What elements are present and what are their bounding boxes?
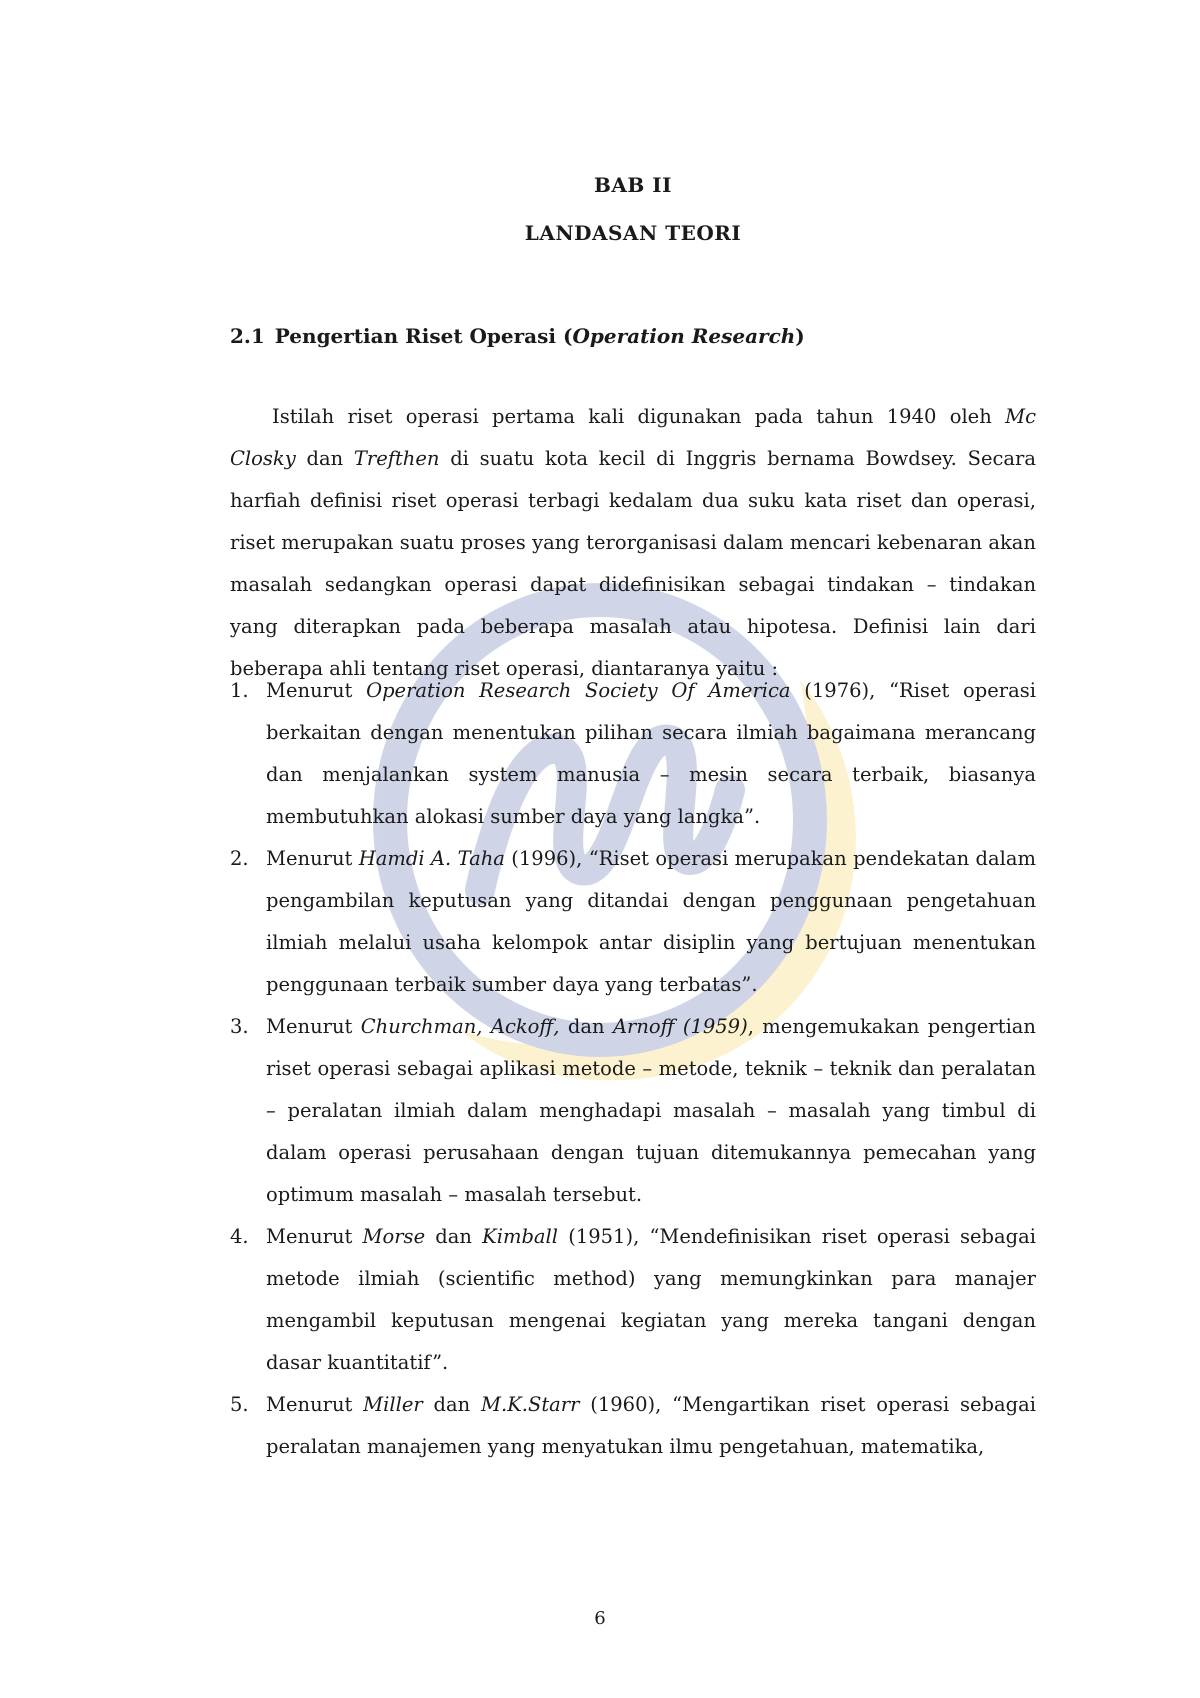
list-item	[230, 670, 1036, 838]
list-marker: 2.	[230, 847, 249, 870]
list-text: Menurut	[266, 679, 367, 702]
list-item	[230, 1006, 1036, 1216]
list-text: (1951), “Mendefinisikan riset operasi sebagai metode ilmiah (scientific method) yang memungkinkan para manajer mengambil keputusan mengenai kegiatan yang mereka tangani dengan dasar kuantitatif”.	[266, 1225, 1036, 1374]
list-text: Menurut	[266, 847, 359, 870]
list-italic: M.K.Starr	[481, 1393, 580, 1416]
list-text: (1976), “Riset operasi berkaitan dengan menentukan pilihan secara ilmiah bagaimana merancang dan menjalankan system manusia – mesin secara terbaik, biasanya membutuhkan alokasi sumber daya yang langka”.	[266, 679, 1036, 828]
definition-list	[230, 670, 1036, 1468]
list-italic: Hamdi A. Taha	[358, 847, 505, 870]
section-title-prefix: Pengertian Riset Operasi (	[274, 324, 573, 348]
list-text: Menurut	[266, 1393, 364, 1416]
list-item	[230, 1216, 1036, 1384]
list-italic: Morse	[362, 1225, 426, 1248]
list-text: Menurut	[266, 1015, 361, 1038]
list-italic: Arnoff (1959)	[612, 1015, 748, 1038]
list-italic: Miller	[363, 1393, 423, 1416]
intro-text-3: di suatu kota kecil di Inggris bernama Bowdsey. Secara harfiah definisi riset operasi terbagi kedalam dua suku kata riset dan operasi, riset merupakan suatu proses yang terorganisasi dalam mencari kebenaran akan masalah sedangkan operasi dapat didefinisikan sebagai tindakan – tindakan yang diterapkan pada beberapa masalah atau hipotesa. Definisi lain dari beberapa ahli tentang riset operasi, diantaranya yaitu :	[230, 446, 1036, 680]
list-marker: 3.	[230, 1015, 249, 1038]
intro-paragraph	[230, 396, 1036, 690]
intro-name-2: Trefthen	[353, 446, 440, 470]
intro-text-1: Istilah riset operasi pertama kali digunakan pada tahun 1940 oleh	[272, 404, 1006, 428]
intro-text-2: dan	[295, 446, 354, 470]
section-title-suffix: )	[795, 324, 805, 348]
list-text: dan	[425, 1225, 483, 1248]
list-marker: 1.	[230, 679, 249, 702]
section-title-italic: Operation Research	[572, 324, 796, 348]
section-number: 2.1	[230, 324, 265, 348]
list-italic: Kimball	[482, 1225, 559, 1248]
list-item	[230, 838, 1036, 1006]
list-marker: 4.	[230, 1225, 249, 1248]
intro-name-1: Mc Closky	[230, 404, 1036, 470]
chapter-number: BAB II	[594, 173, 672, 197]
list-text: dan	[559, 1015, 613, 1038]
list-item	[230, 1384, 1036, 1468]
section-heading	[230, 324, 805, 348]
list-marker: 5.	[230, 1393, 249, 1416]
list-text: Menurut	[266, 1225, 363, 1248]
list-text: (1996), “Riset operasi merupakan pendekatan dalam pengambilan keputusan yang ditandai dengan penggunaan pengetahuan ilmiah melalui usaha kelompok antar disiplin yang bertujuan menentukan penggunaan terbaik sumber daya yang terbatas”.	[266, 847, 1036, 996]
list-italic: Churchman, Ackoff,	[360, 1015, 560, 1038]
list-text: dan	[422, 1393, 482, 1416]
list-text: , mengemukakan pengertian riset operasi sebagai aplikasi metode – metode, teknik – teknik dan peralatan – peralatan ilmiah dalam menghadapi masalah – masalah yang timbul di dalam operasi perusahaan dengan tujuan ditemukannya pemecahan yang optimum masalah – masalah tersebut.	[266, 1015, 1036, 1206]
chapter-title: LANDASAN TEORI	[524, 221, 742, 245]
list-italic: Operation Research Society Of America	[366, 679, 791, 702]
page-number: 6	[594, 1608, 606, 1629]
list-text: (1960), “Mengartikan riset operasi sebagai peralatan manajemen yang menyatukan ilmu pengetahuan, matematika,	[266, 1393, 1036, 1458]
